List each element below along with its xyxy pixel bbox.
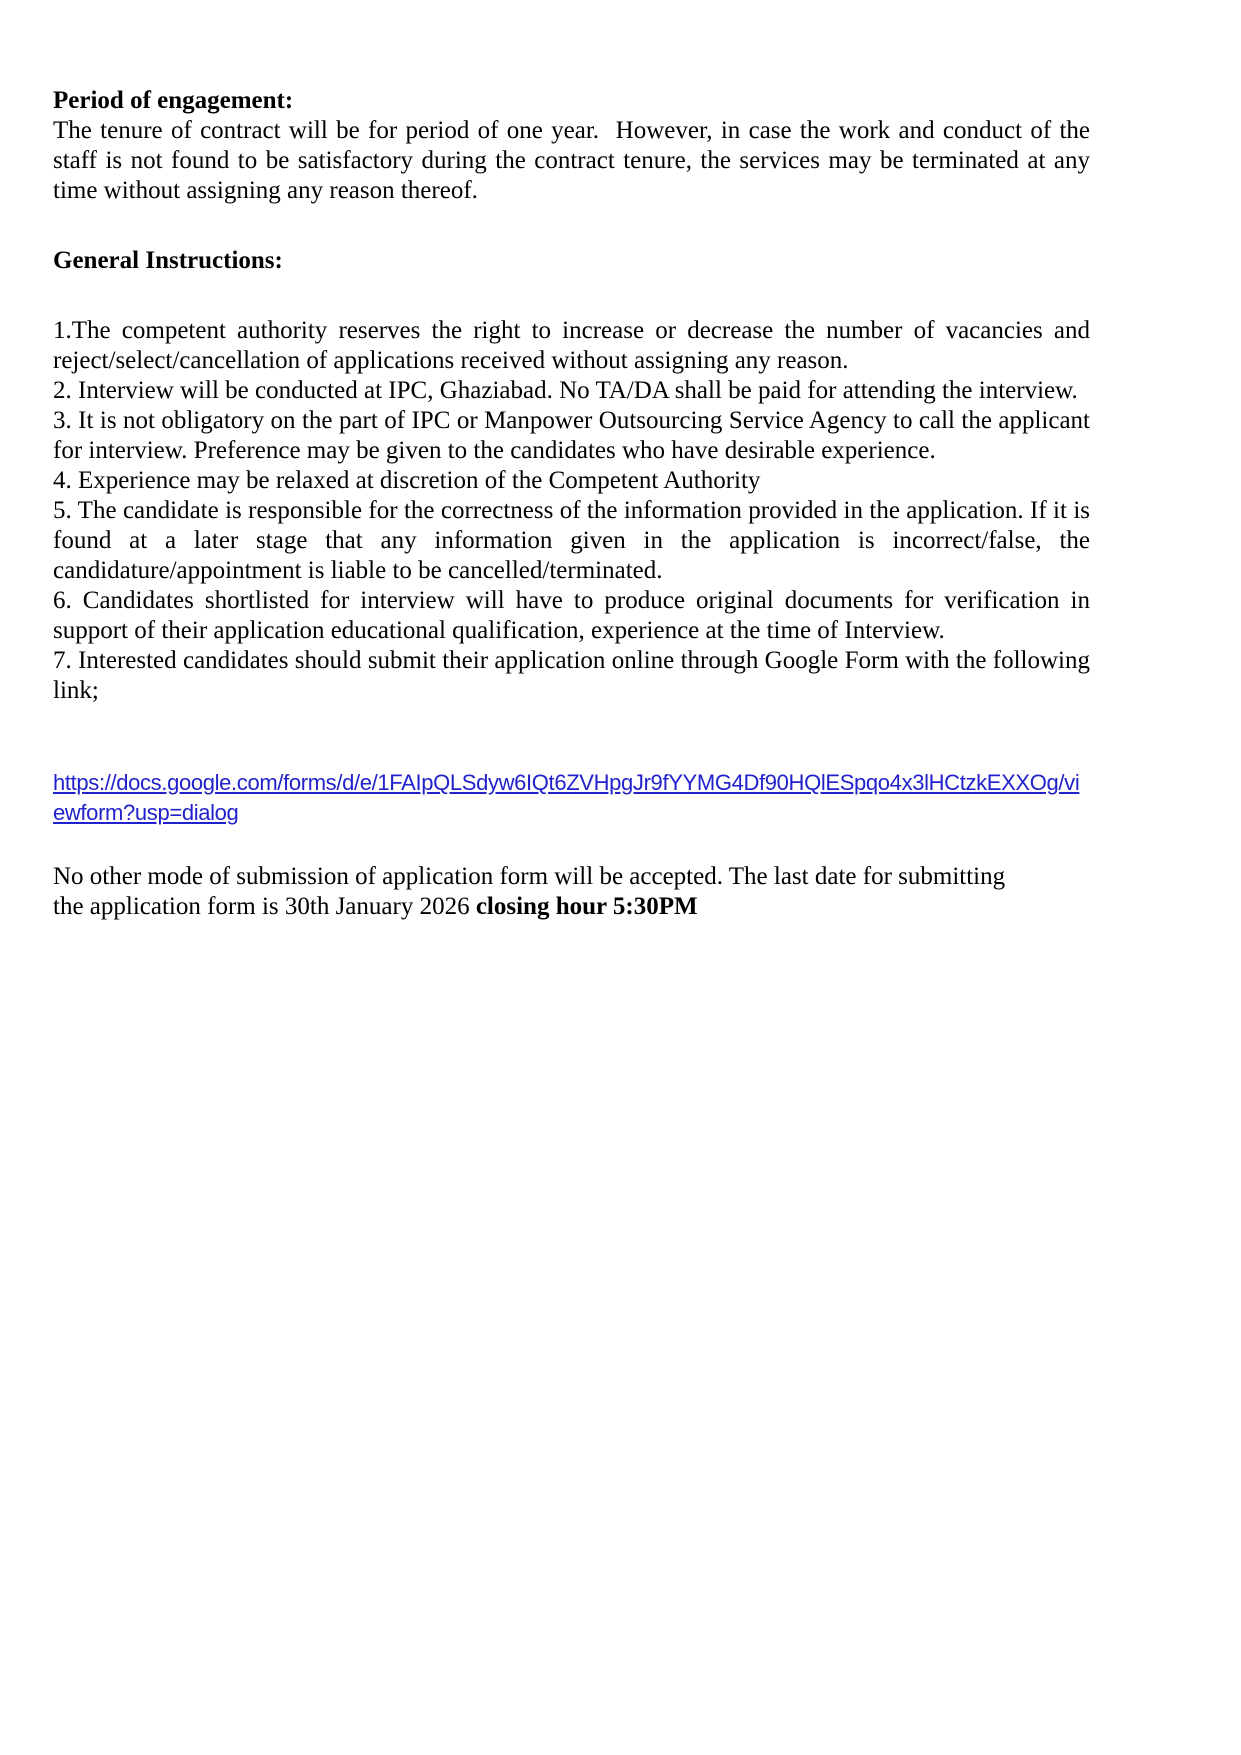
closing-hour-bold: closing hour 5:30PM: [475, 893, 698, 920]
instruction-item-7: 7. Interested candidates should submit their application online through Google Form with the following link;: [53, 647, 1097, 704]
closing-note-text: No other mode of submission of application form will be accepted. The last date for submitting the application form is 30th January 2026: [53, 863, 1006, 920]
instruction-item-2: 2. Interview will be conducted at IPC, Ghaziabad. No TA/DA shall be paid for attending the interview.: [53, 377, 1078, 404]
instruction-item-3: 3. It is not obligatory on the part of IPC or Manpower Outsourcing Service Agency to call the applicant for interview. Preference may be given to the candidates who have desirable experience.: [53, 407, 1097, 464]
google-form-link-block: [53, 768, 1090, 828]
instruction-item-1: 1.The competent authority reserves the right to increase or decrease the number of vacancies and reject/select/cancellation of applications received without assigning any reason.: [53, 317, 1097, 374]
paragraph-tenure: The tenure of contract will be for period of one year. However, in case the work and conduct of the staff is not found to be satisfactory during the contract tenure, the services may be terminated at any time without assigning any reason thereof.: [53, 117, 1097, 204]
instruction-item-6: 6. Candidates shortlisted for interview will have to produce original documents for verification in support of their application educational qualification, experience at the time of Interview.: [53, 587, 1097, 644]
google-form-link[interactable]: https://docs.google.com/forms/d/e/1FAIpQLSdyw6IQt6ZVHpgJr9fYYMG4Df90HQlESpqo4x3lHCtzkEXXOg/viewform?usp=dialog: [53, 770, 1080, 825]
instructions-list: [53, 316, 1097, 706]
section-heading-period: Period of engagement:: [53, 87, 294, 114]
instruction-item-5: 5. The candidate is responsible for the correctness of the information provided in the application. If it is found at a later stage that any information given in the application is incorrect/false, the candidature/appointment is liable to be cancelled/terminated.: [53, 497, 1097, 584]
closing-note: [53, 862, 1038, 922]
section-heading-general-instructions: General Instructions:: [53, 247, 283, 274]
instruction-item-4: 4. Experience may be relaxed at discretion of the Competent Authority: [53, 467, 761, 494]
